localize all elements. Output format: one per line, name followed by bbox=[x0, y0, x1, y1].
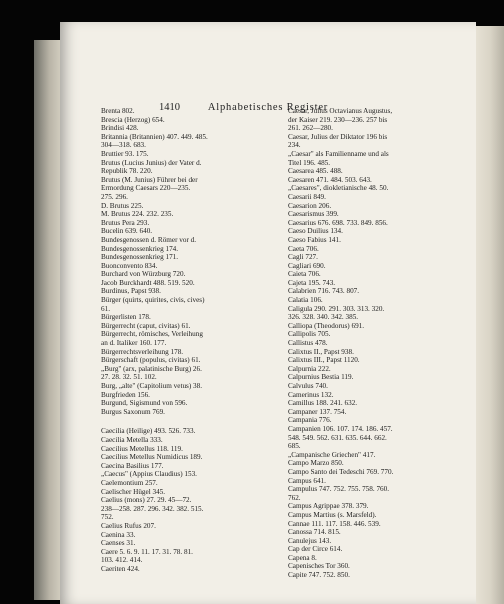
index-entry: Caelemontium 257. bbox=[101, 478, 158, 487]
index-entry: Brutus Pera 293. bbox=[101, 218, 150, 227]
index-entry: Caligula 290. 291. 303. 313. 320. bbox=[288, 304, 385, 313]
index-entry: „Campanische Griechen" 417. bbox=[288, 450, 376, 459]
index-entry: Caenina 33. bbox=[101, 530, 136, 539]
index-entry: Bruttier 93. 175. bbox=[101, 149, 149, 158]
index-entry: 752. bbox=[101, 513, 114, 522]
index-entry: Callistus 478. bbox=[288, 339, 328, 348]
index-entry: Calixtus III., Papst 1120. bbox=[288, 356, 360, 365]
index-entry: Bürgerlisten 178. bbox=[101, 313, 151, 322]
index-entry: Republik 78. 220. bbox=[101, 167, 153, 176]
index-entry: Britannia (Britannien) 407. 449. 485. bbox=[101, 132, 208, 141]
index-entry: Jacob Burckhardt 488. 519. 520. bbox=[101, 278, 195, 287]
index-entry: Campaner 137. 754. bbox=[288, 407, 347, 416]
index-entry: Camillus 188. 241. 632. bbox=[288, 399, 358, 408]
index-entry: 326. 328. 340. 342. 385. bbox=[288, 313, 359, 322]
index-entry: Caesarius 676. 698. 733. 849. 856. bbox=[288, 218, 388, 227]
index-entry: D. Brutus 225. bbox=[101, 201, 144, 210]
index-entry: Bucelin 639. 640. bbox=[101, 227, 153, 236]
index-entry: Canossa 714. 815. bbox=[288, 528, 341, 537]
index-entry: Caenses 31. bbox=[101, 539, 136, 548]
index-entry: 261. 262—280. bbox=[288, 124, 333, 133]
index-entry: 61. bbox=[101, 304, 110, 313]
index-entry: Bundesgenossenkrieg 171. bbox=[101, 253, 179, 262]
index-entry: Brescia (Herzog) 654. bbox=[101, 115, 165, 124]
index-entry: Campulus 747. 752. 755. 758. 760. bbox=[288, 485, 390, 494]
index-entry: Brindisi 428. bbox=[101, 124, 139, 133]
index-entry: 275. 296. bbox=[101, 192, 128, 201]
index-entry: Caesar, Julius Octavianus Augustus, bbox=[288, 107, 393, 115]
index-entry: Canulejus 143. bbox=[288, 536, 332, 545]
index-entry: Caeta 706. bbox=[288, 244, 319, 253]
index-entry: Caeriten 424. bbox=[101, 564, 140, 573]
index-entry: Caere 5. 6. 9. 11. 17. 31. 78. 81. bbox=[101, 547, 193, 556]
index-entry: Brutus (M. Junius) Führer bei der bbox=[101, 175, 198, 184]
index-group-b bbox=[101, 107, 281, 416]
index-entry: Capite 747. 752. 850. bbox=[288, 571, 350, 580]
index-entry: Caecina Basilius 177. bbox=[101, 461, 164, 470]
index-entry: Callipolis 705. bbox=[288, 330, 331, 339]
index-entry: Campus 641. bbox=[288, 476, 326, 485]
index-column-left bbox=[101, 107, 281, 573]
index-entry: Cagli 727. bbox=[288, 253, 318, 262]
page-number: 1410 bbox=[159, 102, 180, 113]
index-entry: Cannae 111. 117. 158. 446. 539. bbox=[288, 519, 381, 528]
index-entry: 685. bbox=[288, 442, 301, 451]
index-entry: Campo Santo dei Tedeschi 769. 770. bbox=[288, 467, 394, 476]
index-entry: Caecilius Metellus 118. 119. bbox=[101, 444, 183, 453]
index-entry: Bundesgenossen d. Römer vor d. bbox=[101, 235, 197, 244]
index-entry: Caecilia (Heilige) 493. 526. 733. bbox=[101, 427, 196, 436]
index-entry: Campo Marzo 850. bbox=[288, 459, 344, 468]
index-entry: Camerinus 132. bbox=[288, 390, 334, 399]
index-entry: Caecilius Metellus Numidicus 189. bbox=[101, 453, 203, 462]
index-entry: Bürgerrechtsverleihung 178. bbox=[101, 347, 184, 356]
index-entry: 238—258. 287. 296. 342. 382. 515. bbox=[101, 504, 204, 513]
index-entry: Ermordung Caesars 220—235. bbox=[101, 184, 191, 193]
index-entry: der Kaiser 219. 230—236. 257 bis bbox=[288, 115, 388, 124]
index-entry: Caeso Duilius 134. bbox=[288, 227, 343, 236]
index-entry: Calvulus 740. bbox=[288, 382, 328, 390]
index-entry: Caelius Rufus 207. bbox=[101, 521, 156, 530]
index-entry: Cagliari 690. bbox=[288, 261, 326, 270]
index-entry: Burg, „alte" (Capitolium vetus) 38. bbox=[101, 382, 203, 390]
index-entry: Cap der Circe 614. bbox=[288, 545, 343, 554]
index-entry: Caelischer Hügel 345. bbox=[101, 487, 166, 496]
index-entry: Caecilia Metella 333. bbox=[101, 435, 163, 444]
index-entry: 762. bbox=[288, 493, 301, 502]
index-entry: Brutus (Lucius Junius) der Vater d. bbox=[101, 158, 202, 167]
running-title: Alphabetisches Register bbox=[207, 102, 329, 113]
index-entry: Caesarea 485. 488. bbox=[288, 167, 343, 176]
index-column-right bbox=[288, 107, 470, 580]
index-entry: Calabrien 716. 743. 807. bbox=[288, 287, 360, 296]
index-entry: 234. bbox=[288, 141, 301, 150]
index-entry: „Caesares", diokletianische 48. 50. bbox=[288, 184, 389, 193]
index-entry: Calpurnius Bestia 119. bbox=[288, 373, 354, 382]
index-entry: Campus Martius (s. Marsfeld). bbox=[288, 510, 377, 519]
index-entry: Calliopa (Theodorus) 691. bbox=[288, 321, 365, 330]
index-entry: 548. 549. 562. 631. 635. 644. 662. bbox=[288, 433, 387, 442]
index-entry: „Caecus" (Appius Claudius) 153. bbox=[101, 470, 197, 479]
index-entry: Brenta 802. bbox=[101, 107, 135, 115]
index-entry: Cajeta 195. 743. bbox=[288, 278, 336, 287]
index-entry: Capenisches Tor 360. bbox=[288, 562, 350, 571]
index-entry: M. Brutus 224. 232. 235. bbox=[101, 210, 174, 219]
index-entry: Caelius (mons) 27. 29. 45—72. bbox=[101, 496, 192, 505]
index-entry: Caesarion 206. bbox=[288, 201, 332, 210]
index-entry: Caesaren 471. 484. 503. 643. bbox=[288, 175, 372, 184]
index-entry: Campus Agrippae 378. 379. bbox=[288, 502, 369, 511]
group-spacer bbox=[101, 416, 281, 427]
index-entry: Calixtus II., Papst 938. bbox=[288, 347, 354, 356]
index-entry: 304—318. 683. bbox=[101, 141, 146, 150]
index-entry: Titel 196. 485. bbox=[288, 158, 331, 167]
index-entry: 103. 412. 414. bbox=[101, 556, 143, 565]
index-entry: 27. 28. 32. 51. 102. bbox=[101, 373, 157, 382]
index-entry: Burgund, Sigismund von 596. bbox=[101, 399, 188, 408]
index-entry: Campania 776. bbox=[288, 416, 332, 425]
index-entry: an d. Italiker 160. 177. bbox=[101, 339, 167, 348]
index-entry: Calpurnia 222. bbox=[288, 364, 331, 373]
index-entry: Burchard von Würzburg 720. bbox=[101, 270, 186, 279]
index-entry: Capena 8. bbox=[288, 553, 317, 562]
index-entry: Caesar, Julius der Diktator 196 bis bbox=[288, 132, 388, 141]
index-entry: Bürger (quirts, quirites, civis, cives) bbox=[101, 296, 205, 305]
index-entry: Bürgerrecht, römisches, Verleihung bbox=[101, 330, 203, 339]
index-entry: Bürgerrecht (caput, civitas) 61. bbox=[101, 321, 191, 330]
index-group-c bbox=[101, 427, 281, 573]
index-entry: Calatia 106. bbox=[288, 296, 323, 305]
index-entry: Bürgerschaft (populus, civitas) 61. bbox=[101, 356, 201, 365]
index-entry: Burgus Saxonum 769. bbox=[101, 407, 165, 416]
index-entry: Burdinus, Papst 938. bbox=[101, 287, 161, 296]
index-entry: Campanien 106. 107. 174. 186. 457. bbox=[288, 424, 393, 433]
index-entry: Caieta 706. bbox=[288, 270, 321, 279]
index-entry: Caeso Fabius 141. bbox=[288, 235, 341, 244]
index-entry: Burgfrieden 156. bbox=[101, 390, 150, 399]
index-entry: Bundesgenossenkrieg 174. bbox=[101, 244, 179, 253]
index-entry: Buonconvento 834. bbox=[101, 261, 158, 270]
index-entry: Caesarismus 399. bbox=[288, 210, 339, 219]
index-entry: „Caesar" als Familienname und als bbox=[288, 149, 389, 158]
index-entry: „Burg" (arx, palatinische Burg) 26. bbox=[101, 364, 202, 373]
index-entry: Caesarii 849. bbox=[288, 192, 326, 201]
